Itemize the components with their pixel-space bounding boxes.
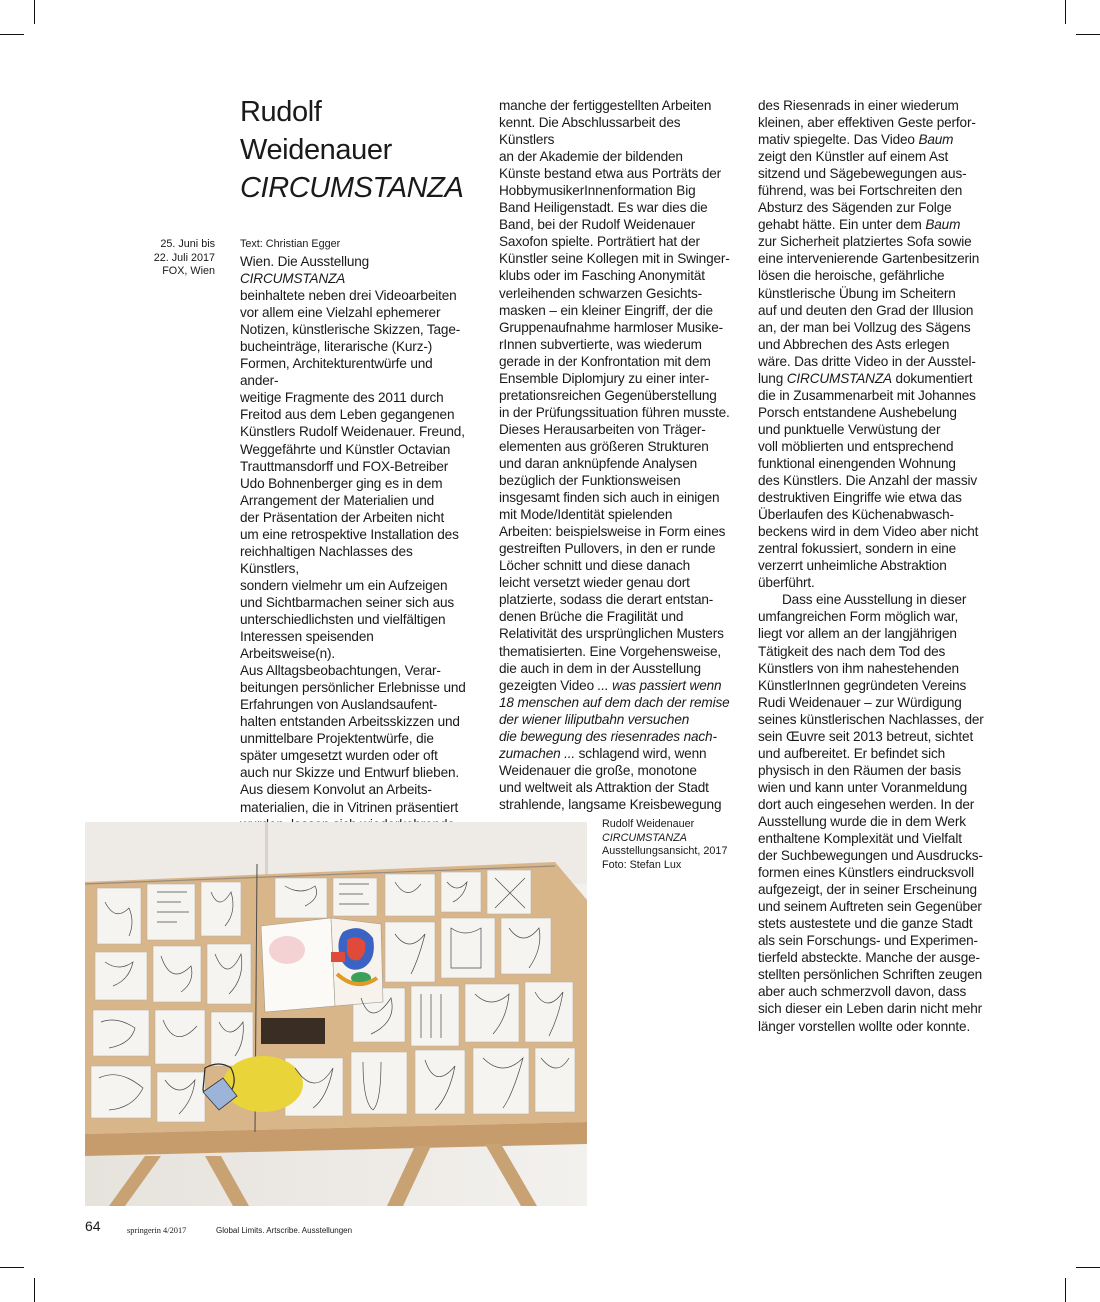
body-text-line: die bewegung des riesenrades nach- [499, 728, 717, 744]
footer-section [216, 1226, 352, 1235]
body-text-line: Trauttmansdorff und FOX-Betreiber [240, 458, 449, 474]
body-text-line: stellten persönlichen Schriften zeugen [758, 967, 983, 983]
body-text-line: lung CIRCUMSTANZA dokumentiert [758, 370, 973, 386]
body-text-line: aber auch schmerzvoll davon, dass [758, 984, 967, 1000]
caption-photo-credit: Foto: Stefan Lux [602, 858, 682, 871]
body-text-line: kennt. Die Abschlussarbeit des Künstlers [499, 115, 681, 148]
body-text-line: unmittelbare Projektentwürfe, die [240, 731, 434, 747]
exhibition-dates-start: 25. Juni bis [160, 238, 215, 250]
body-text-line: künstlerische Übung im Scheitern [758, 285, 956, 301]
body-text-line: Band Heiligenstadt. Es war dies die [499, 200, 708, 216]
body-text-line: Porsch entstandene Aushebelung [758, 404, 957, 420]
body-text-line: unterschiedlichsten und vielfältigen [240, 611, 446, 627]
body-text-line: Formen, Architekturentwürfe und ander- [240, 356, 433, 389]
body-text-line: destruktiven Eingriffe wie etwa das [758, 490, 962, 506]
body-text-line: vor allem eine Vielzahl ephemerer [240, 305, 441, 321]
body-text-line: leicht versetzt wieder genau dort [499, 575, 690, 591]
body-text-line: stets austestete und die ganze Stadt [758, 916, 973, 932]
exhibition-dates-end: 22. Juli 2017 [153, 251, 215, 264]
exhibition-title: CIRCUMSTANZA [240, 172, 464, 204]
body-text-line: Künste bestand etwa aus Porträts der [499, 166, 722, 182]
photo-caption [602, 818, 727, 872]
body-text-line: aufgezeigt, der in seiner Erscheinung [758, 882, 977, 898]
body-text-line: Relativität des ursprünglichen Musters [499, 626, 724, 642]
body-text-line: voll möblierten und entsprechend [758, 438, 954, 454]
body-text-line: Weggefährte und Künstler Octavian [240, 441, 451, 457]
caption-artist: Rudolf Weidenauer [602, 818, 695, 830]
body-text-line: denen Brüche die Fragilität und [499, 609, 684, 625]
body-text-line: später umgesetzt wurden oder oft [240, 748, 438, 764]
body-text-line: zeigt den Künstler auf einem Ast [758, 149, 949, 165]
exhibition-venue: FOX, Wien [162, 265, 215, 278]
body-text-line: beinhaltete neben drei Videoarbeiten [240, 288, 457, 304]
body-text-line: auf und deuten den Grad der Illusion [758, 302, 974, 318]
body-text-line: Rudi Weidenauer – zur Würdigung [758, 694, 962, 710]
author-credit: Text: Christian Egger [240, 238, 341, 250]
body-text-line: wien und kann unter Voranmeldung [758, 779, 968, 795]
page-number: 64 [85, 1218, 101, 1234]
body-text-line: Saxofon spielte. Porträtiert hat der [499, 234, 700, 250]
body-text-line: und daran anknüpfende Analysen [499, 455, 698, 471]
body-text-line: Erfahrungen von Auslandsaufent- [240, 697, 438, 713]
body-text-line: beckens wird in dem Video aber nicht [758, 524, 979, 540]
body-text-line: Ausstellung wurde die in dem Werk [758, 813, 966, 829]
body-text-line: manche der fertiggestellten Arbeiten [499, 98, 712, 113]
body-text-line: des Künstlers. Die Anzahl der massiv [758, 473, 977, 489]
body-text-line: als sein Forschungs- und Experimen- [758, 933, 978, 949]
body-text-line: sitzend und Sägebewegungen aus- [758, 166, 967, 182]
magazine-issue: springerin 4/2017 [127, 1226, 187, 1235]
body-text-line: die auch in dem in der Ausstellung [499, 660, 701, 676]
crop-mark-bottom-right-vertical [1065, 1278, 1066, 1302]
body-text-line: Notizen, künstlerische Skizzen, Tage- [240, 322, 461, 338]
section-names: Global Limits. Artscribe. Ausstellungen [216, 1226, 353, 1235]
body-text-line: bezüglich der Funktionsweisen [499, 473, 681, 489]
body-text-line: führend, was bei Fortschreiten den [758, 183, 963, 199]
body-text-line: pretationsreichen Gegenüberstellung [499, 387, 717, 403]
body-text-line: verleihenden schwarzen Gesichts- [499, 285, 702, 301]
body-text-line: Dieses Herausarbeiten von Träger- [499, 421, 706, 437]
body-text-line: verzerrt unheimliche Abstraktion [758, 558, 947, 574]
body-text-line: Künstler seine Kollegen mit in Swinger- [499, 251, 730, 267]
crop-mark-top-left-horizontal [0, 34, 24, 35]
body-text-line: weitige Fragmente des 2011 durch [240, 390, 444, 406]
body-text-line: halten entstanden Arbeitsskizzen und [240, 714, 460, 730]
body-text-line: sein Œuvre seit 2013 betreut, sichtet [758, 728, 974, 744]
body-text-line: Überlaufen des Küchenabwasch- [758, 507, 954, 523]
body-column-3 [758, 97, 994, 1035]
body-text-line: liegt vor allem an der langjährigen [758, 626, 957, 642]
body-text-line: reichhaltigen Nachlasses des Künstlers, [240, 543, 413, 576]
body-text-line: des Riesenrads in einer wiederum [758, 98, 959, 113]
crop-mark-top-left-vertical [34, 0, 35, 24]
body-text-line: Freitod aus dem Leben gegangenen [240, 407, 455, 423]
body-text-line: Aus Alltagsbeobachtungen, Verar- [240, 663, 441, 679]
body-text-line: materialien, die in Vitrinen präsentiert [240, 799, 459, 815]
body-text-line: rInnen subvertierte, was wiederum [499, 336, 702, 352]
body-text-line: umfangreichen Form möglich war, [758, 609, 959, 625]
body-text-line: elementen aus größeren Strukturen [499, 438, 709, 454]
crop-mark-bottom-left-horizontal [0, 1267, 24, 1268]
body-text-line: Künstlers Rudolf Weidenauer. Freund, [240, 424, 465, 440]
body-text-line: 18 menschen auf dem dach der remise [499, 694, 730, 710]
body-text-line: Udo Bohnenberger ging es in dem [240, 475, 443, 491]
body-text-line: überführt. [758, 575, 815, 591]
body-text-line: Tätigkeit des nach dem Tod des [758, 643, 946, 659]
body-text-line: insgesamt finden sich auch in einigen [499, 490, 720, 506]
crop-mark-top-right-horizontal [1076, 34, 1100, 35]
body-text-line: klubs oder im Fasching Anonymität [499, 268, 705, 284]
body-text-line: thematisierten. Eine Vorgehensweise, [499, 643, 722, 659]
body-text-line: Ensemble Diplomjury zu einer inter- [499, 370, 710, 386]
body-text-line: dort auch eingesehen werden. In der [758, 796, 975, 812]
exhibition-info [138, 238, 215, 279]
body-column-1 [240, 253, 470, 867]
body-text-line: und Sichtbarmachen seiner sich aus [240, 594, 455, 610]
body-text-line: an der Akademie der bildenden [499, 149, 683, 165]
exhibition-photo [85, 822, 587, 1206]
body-text-line: Dass eine Ausstellung in dieser [782, 592, 967, 608]
body-text-line: wäre. Das dritte Video in der Ausstel- [758, 353, 976, 369]
body-text-line: an, der man bei Vollzug des Sägens [758, 319, 971, 335]
body-text-line: seines künstlerischen Nachlasses, der [758, 711, 984, 727]
body-text-line: Löcher schnitt und diese danach [499, 558, 691, 574]
body-text-line: sich dieser ein Leben darin nicht mehr [758, 1001, 983, 1017]
body-text-line: sondern vielmehr um ein Aufzeigen [240, 577, 448, 593]
body-text-line: Absturz des Sägenden zur Folge [758, 200, 952, 216]
body-text-line: gehabt hätte. Ein unter dem Baum [758, 217, 961, 233]
body-text-line: lösen die heroische, gefährliche [758, 268, 945, 284]
crop-mark-bottom-left-vertical [34, 1278, 35, 1302]
body-text-line: Gruppenaufnahme harmloser Musike- [499, 319, 723, 335]
caption-title: CIRCUMSTANZA [602, 831, 687, 844]
crop-mark-bottom-right-horizontal [1076, 1267, 1100, 1268]
body-text-line: Künstlers von ihm nahestehenden [758, 660, 959, 676]
body-text-line: gezeigten Video ... was passiert wenn [499, 677, 722, 693]
body-text-line: der Präsentation der Arbeiten nicht [240, 509, 445, 525]
body-text-line: strahlende, langsame Kreisbewegung [499, 796, 722, 812]
body-text-line: Interessen speisenden Arbeitsweise(n). [240, 629, 374, 662]
body-text-line: und Abbrechen des Asts erlegen [758, 336, 950, 352]
body-text-line: in der Prüfungssituation führen musste. [499, 404, 730, 420]
body-text-line: länger vorstellen wollte oder konnte. [758, 1018, 971, 1034]
body-text-line: um eine retrospektive Installation des [240, 526, 459, 542]
body-text-line: KünstlerInnen gegründeten Vereins [758, 677, 967, 693]
body-text-line: gerade in der Konfrontation mit dem [499, 353, 711, 369]
body-text-line: Arrangement der Materialien und [240, 492, 435, 508]
body-text-line: und aufbereitet. Er befindet sich [758, 745, 945, 761]
body-text-line: zur Sicherheit platziertes Sofa sowie [758, 234, 972, 250]
artist-first-name: Rudolf [240, 96, 322, 128]
body-text-line: zumachen ... schlagend wird, wenn [499, 745, 707, 761]
body-text-line: mativ spiegelte. Das Video Baum [758, 132, 954, 148]
artist-last-name: Weidenauer [240, 134, 392, 166]
body-text-line: enthaltene Komplexität und Vielfalt [758, 831, 962, 847]
body-text-line: der wiener liliputbahn versuchen [499, 711, 690, 727]
body-text-line: tierfeld absteckte. Manche der ausge- [758, 950, 980, 966]
body-text-line: die in Zusammenarbeit mit Johannes [758, 387, 976, 403]
body-text-line: Wien. Die Ausstellung CIRCUMSTANZA [240, 254, 370, 287]
vitrine-photo-illustration [85, 822, 587, 1206]
body-text-line: bucheinträge, literarische (Kurz-) [240, 339, 433, 355]
body-text-line: physisch in den Räumen der basis [758, 762, 961, 778]
body-text-line: formen eines Künstlers eindrucksvoll [758, 865, 974, 881]
body-text-line: der Suchbewegungen und Ausdrucks- [758, 848, 983, 864]
body-text-line: beitungen persönlicher Erlebnisse und [240, 680, 466, 696]
body-text-line: Band, bei der Rudolf Weidenauer [499, 217, 696, 233]
body-text-line: eine intervenierende Gartenbesitzerin [758, 251, 980, 267]
body-text-line: masken – ein kleiner Eingriff, der die [499, 302, 713, 318]
body-text-line: und seinem Auftreten sein Gegenüber [758, 899, 982, 915]
crop-mark-top-right-vertical [1065, 0, 1066, 24]
body-text-line: mit Mode/Identität spielenden [499, 507, 673, 523]
body-text-line: Aus diesem Konvolut an Arbeits- [240, 782, 432, 798]
body-text-line: und weltweit als Attraktion der Stadt [499, 779, 709, 795]
body-text-line: Weidenauer die große, monotone [499, 762, 697, 778]
body-text-line: platzierte, sodass die derart entstan- [499, 592, 714, 608]
body-column-2 [499, 97, 735, 813]
body-text-line: HobbymusikerInnenformation Big [499, 183, 696, 199]
body-text-line: gestreiften Pullovers, in den er runde [499, 541, 716, 557]
caption-description: Ausstellungsansicht, 2017 [602, 845, 728, 858]
article-title [240, 93, 463, 207]
body-text-line: funktional einengenden Wohnung [758, 455, 956, 471]
footer-magazine [127, 1226, 186, 1235]
body-text-line: auch nur Skizze und Entwurf blieben. [240, 765, 460, 781]
body-text-line: kleinen, aber effektiven Geste perfor- [758, 115, 976, 131]
body-text-line: Arbeiten: beispielsweise in Form eines [499, 524, 726, 540]
body-text-line: zentral fokussiert, sondern in eine [758, 541, 957, 557]
body-text-line: und punktuelle Verwüstung der [758, 421, 941, 437]
